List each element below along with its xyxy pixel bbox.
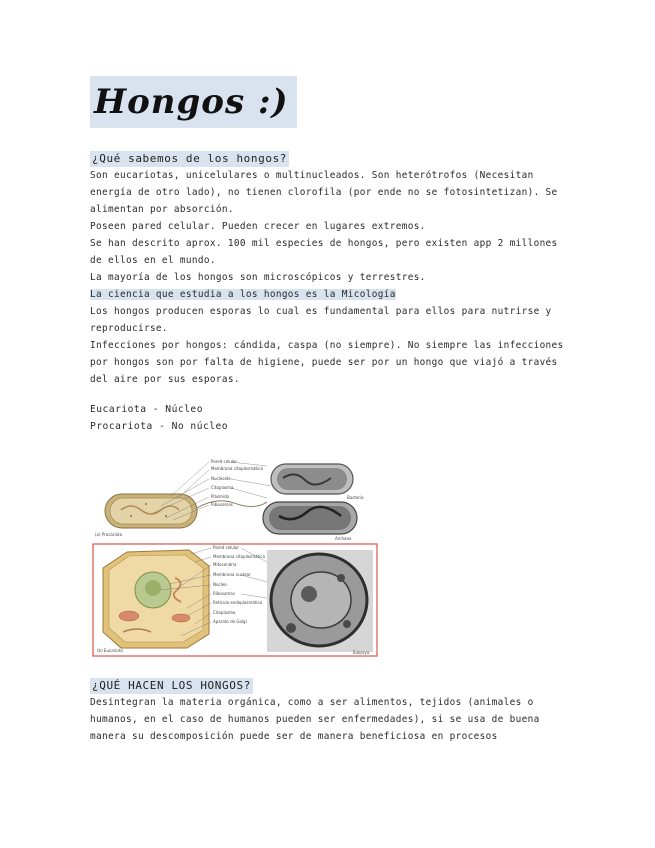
- title-highlight: [90, 76, 297, 128]
- cell-diagram: [91, 458, 381, 658]
- paragraph-infecciones: Infecciones por hongos: cándida, caspa (no siempre). No siempre las infecciones por hongos son por falta de higiene, puede ser por un hongo que viajó a través del aire por sus esporas.: [90, 340, 564, 385]
- eukaryote-label-citoplasma: Citoplasma: [213, 610, 236, 615]
- prokaryote-cell-illustration: [105, 494, 267, 528]
- archaea-micrograph: [263, 502, 357, 534]
- bacteria-micrograph: [271, 464, 353, 494]
- prokaryote-label-citoplasma: Citoplasma: [211, 485, 234, 490]
- paragraph-desintegran: Desintegran la materia orgánica, como a ser alimentos, tejidos (animales o humanos, en el caso de humanos pueden ser enfermedades), si se usa de buena manera su descomposición puede ser de manera beneficiosa en procesos: [90, 697, 540, 742]
- prokaryote-label-plasmido: Plásmido: [211, 494, 230, 499]
- eukaryote-label-ribosomas: Ribosomas: [213, 591, 235, 596]
- eukaryote-label-pared: Pared celular: [213, 545, 240, 550]
- eukaryote-label-membrana: Membrana citoplasmática: [213, 554, 265, 559]
- definition-procariota: Procariota - No núcleo: [90, 421, 229, 432]
- prokaryote-label-nucleoide: Nucleoide: [211, 476, 231, 481]
- eukaryote-label-reticulo: Retículo endoplasmático: [213, 600, 263, 605]
- section-heading-que-hacen: ¿QUÉ HACEN LOS HONGOS?: [92, 679, 251, 692]
- eukaryote-label-membrana-nuclear: Membrana nuclear: [213, 572, 251, 577]
- prokaryote-caption: (a) Procariota: [95, 532, 123, 537]
- eukaryote-micrograph: [267, 550, 373, 652]
- prokaryote-label-ribosomas: Ribosomas: [211, 502, 233, 507]
- paragraph-microscopicos: La mayoría de los hongos son microscópicos y terrestres.: [90, 272, 426, 283]
- page-title: Hongos :): [94, 82, 289, 122]
- section-heading-que-sabemos: ¿Qué sabemos de los hongos?: [92, 152, 288, 165]
- document-page: [90, 76, 570, 742]
- prokaryote-label-membrana: Membrana citoplasmática: [211, 466, 263, 471]
- section-que-hacen: [90, 674, 570, 745]
- paragraph-esporas: Los hongos producen esporas lo cual es fundamental para ellos para nutrirse y reproducirse.: [90, 306, 552, 334]
- cell-diagram-figure: [91, 458, 381, 658]
- paragraph-micologia: La ciencia que estudia a los hongos es la Micología: [90, 289, 396, 300]
- eukaryote-label-golgi: Aparato de Golgi: [213, 619, 247, 624]
- eukaryote-label-nucleo: Núcleo: [213, 582, 227, 587]
- bacteria-label: Bacteria: [347, 495, 364, 500]
- eukaryote-label-mitocondria: Mitocondria: [213, 562, 237, 567]
- eukarya-label: Eukarya: [353, 650, 370, 655]
- eukaryote-caption: (b) Eucariota: [97, 648, 123, 653]
- prokaryote-label-pared: Pared celular: [211, 459, 238, 464]
- eukaryote-cell-illustration: [103, 550, 209, 648]
- paragraph-pared-celular: Poseen pared celular. Pueden crecer en lugares extremos.: [90, 221, 426, 232]
- paragraph-especies: Se han descrito aprox. 100 mil especies de hongos, pero existen app 2 millones de ellos en el mundo.: [90, 238, 558, 266]
- definition-eucariota: Eucariota - Núcleo: [90, 404, 203, 415]
- paragraph-eucariotas: Son eucariotas, unicelulares o multinucleados. Son heterótrofos (Necesitan energía de otro lado), no tienen clorofila (por ende no se fotosintetizan). Se alimentan por absorción.: [90, 170, 558, 215]
- archaea-label: Archaea: [335, 536, 352, 541]
